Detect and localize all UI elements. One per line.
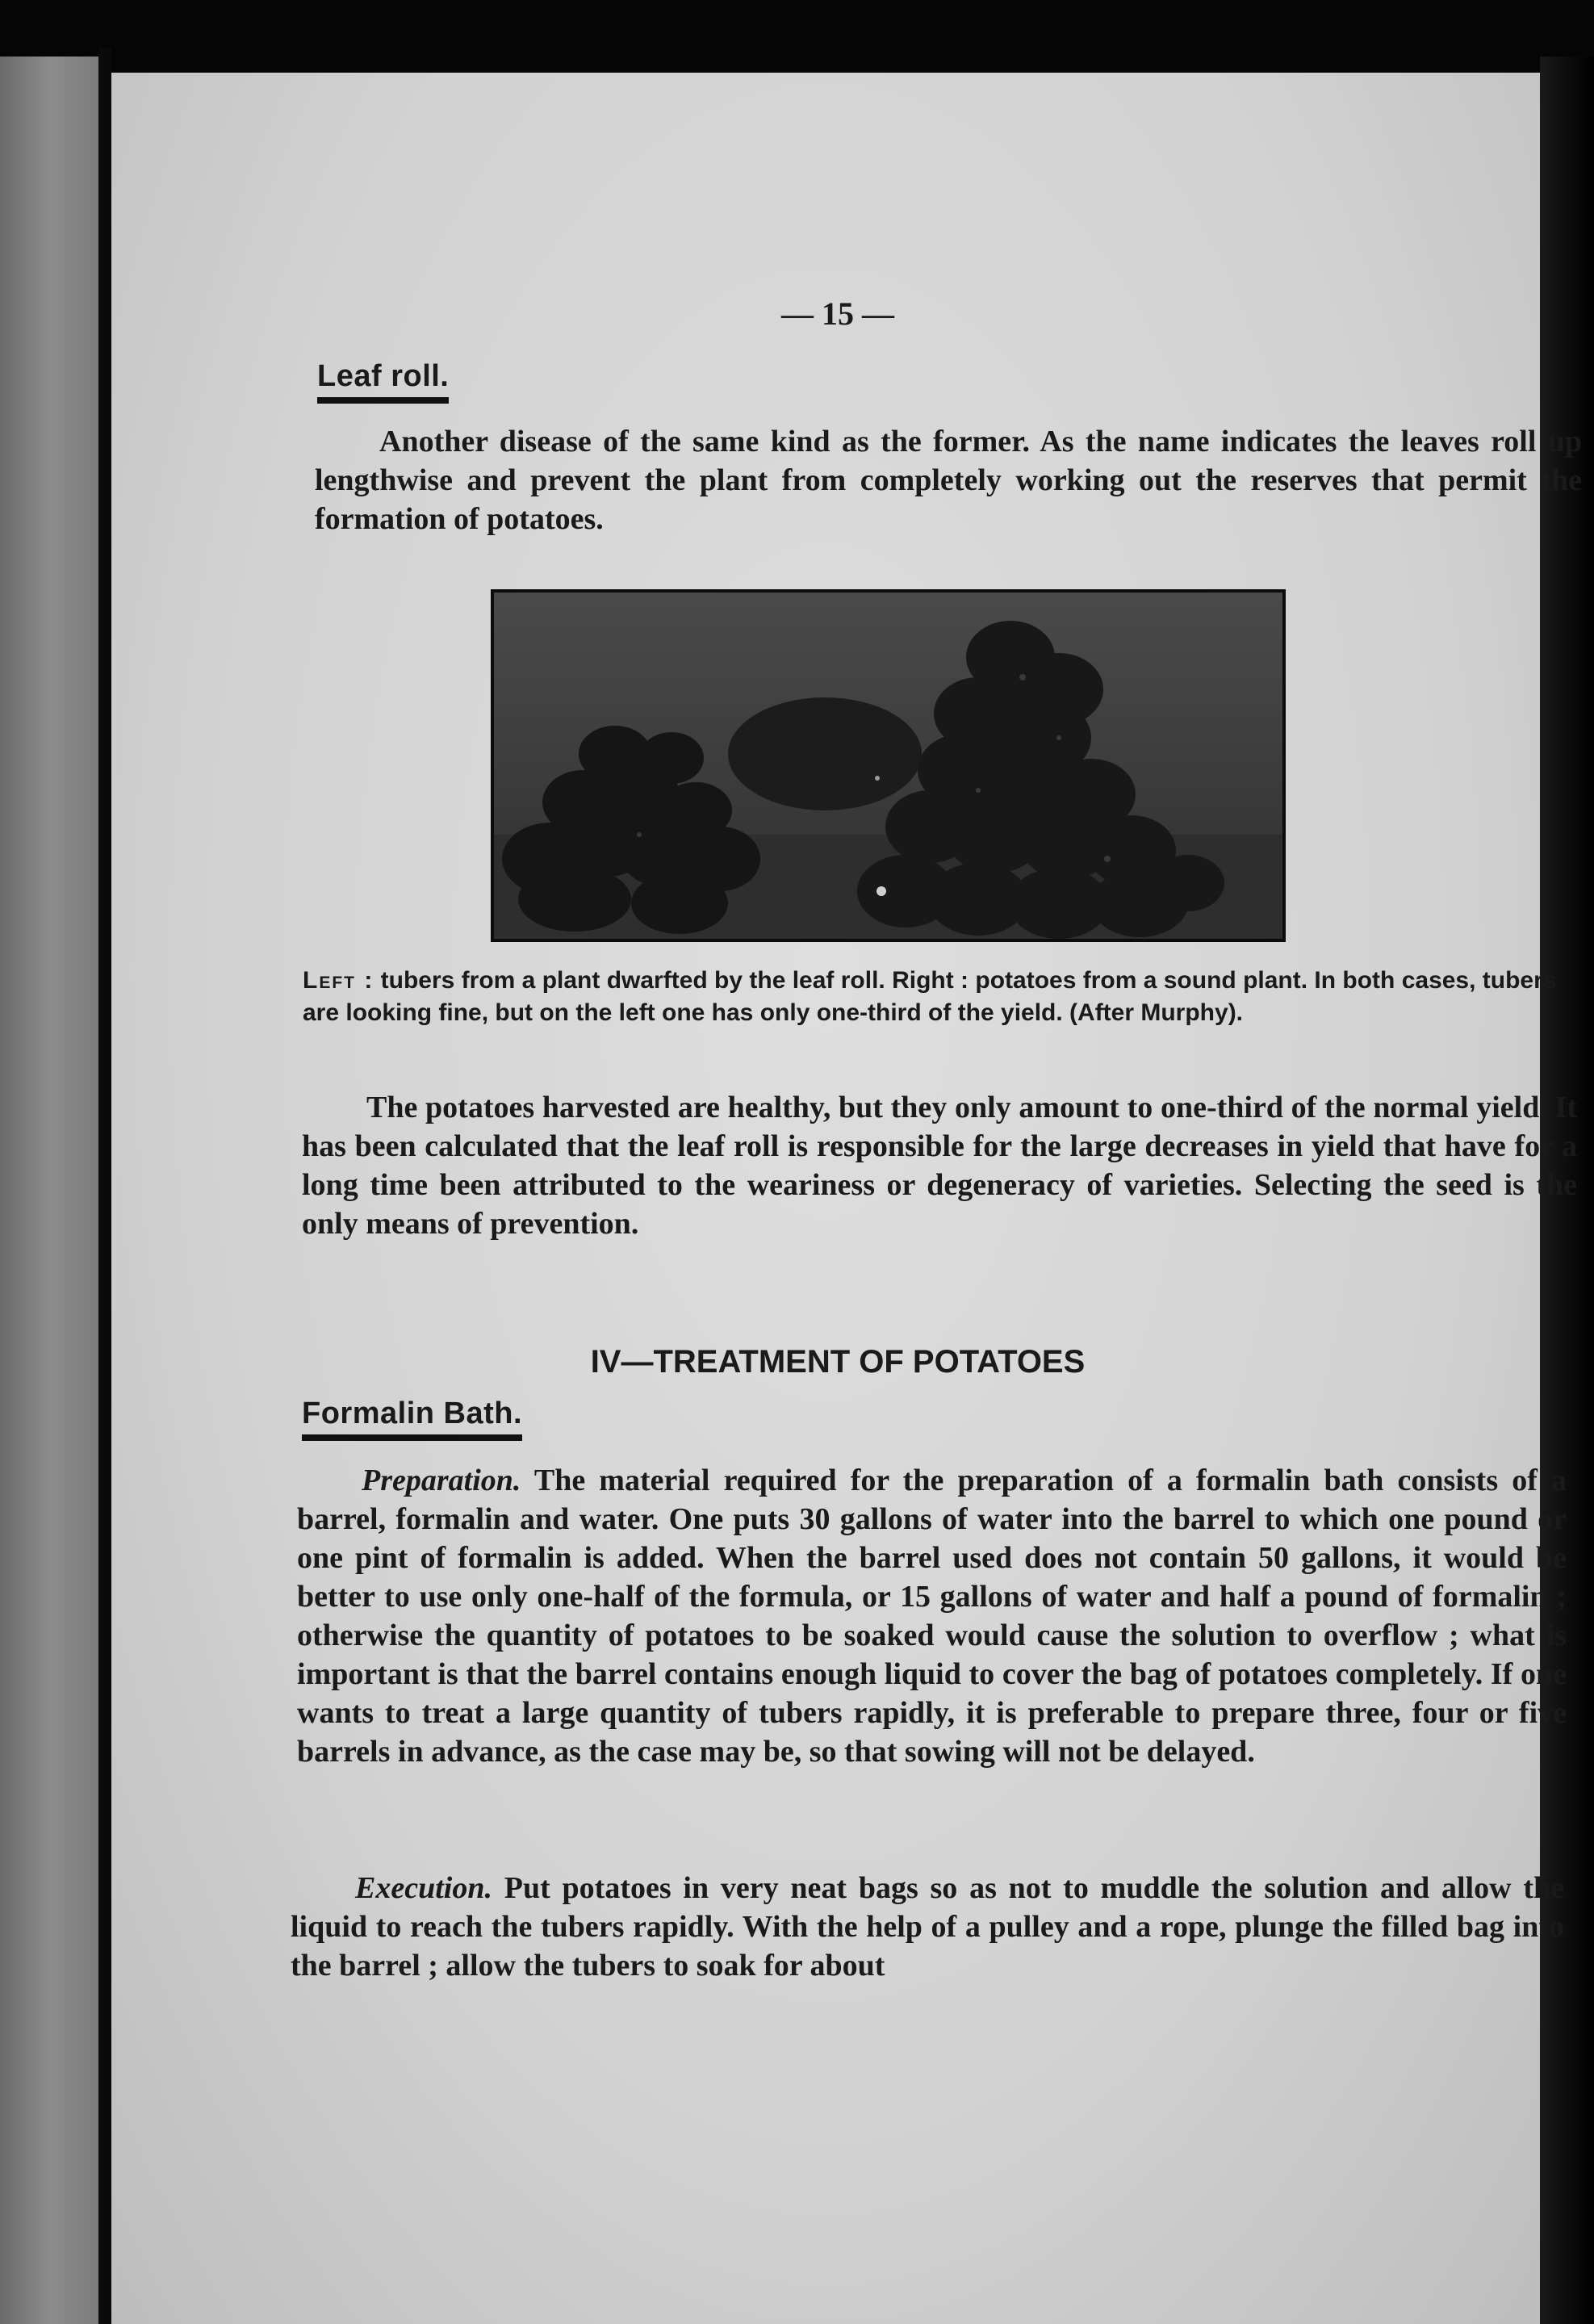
paragraph-preparation <box>297 1461 1567 1771</box>
section-title-treatment: IV—TREATMENT OF POTATOES <box>590 1344 1086 1380</box>
execution-lead: Execution. <box>355 1871 492 1905</box>
caption-label: Left : <box>303 967 374 994</box>
execution-text: Put potatoes in very neat bags so as not to muddle the solution and allow the liquid to reach the tubers rapidly. With the help of a pulley and a rope, plunge the filled bag into the barrel ; allow the tubers to soak for about <box>291 1871 1564 1983</box>
figure-potatoes-photo <box>491 589 1286 942</box>
heading-formalin-bath: Formalin Bath. <box>302 1396 522 1441</box>
preparation-text: The material required for the preparation of a formalin bath consists of a barrel, formalin and water. One puts 30 gallons of water into the barrel to which one pound or one pint of formalin is added. When the barrel used does not contain 50 gallons, it would be better to use only one-half of the formula, or 15 gallons of water and half a pound of formalin ; otherwise the quantity of potatoes to be soaked would cause the solution to overflow ; what is important is that the barrel contains enough liquid to cover the bag of potatoes completely. If one wants to treat a large quantity of tubers rapidly, it is preferable to prepare three, four or five barrels in advance, as the case may be, so that sowing will not be delayed. <box>297 1463 1567 1769</box>
potato-photo-illustration <box>494 593 1282 939</box>
book-gutter <box>98 48 111 2324</box>
page <box>111 73 1582 2324</box>
heading-leaf-roll: Leaf roll. <box>317 359 449 404</box>
paragraph-execution <box>291 1869 1564 1985</box>
paragraph-leaf-roll: Another disease of the same kind as the former. As the name indicates the leaves roll up lengthwise and prevent the plant from completely working out the reserves that permit the formation of potatoes. <box>315 425 1582 536</box>
facing-page-edge <box>0 57 98 2324</box>
paragraph-leaf-roll-continued: The potatoes harvested are healthy, but they only amount to one-third of the normal yield. It has been calculated that the leaf roll is responsible for the large decreases in yield that have for a long time been attributed to the weariness or degeneracy of varieties. Selecting the seed is the only means of prevention. <box>302 1091 1577 1241</box>
preparation-lead: Preparation. <box>362 1463 521 1497</box>
figure-caption <box>303 965 1576 1029</box>
caption-text: tubers from a plant dwarfted by the leaf roll. Right : potatoes from a sound plant. In both cases, tubers are looking fine, but on the left one has only one-third of the yield. (After Murphy). <box>303 967 1557 1026</box>
page-number: — 15 — <box>781 295 894 332</box>
